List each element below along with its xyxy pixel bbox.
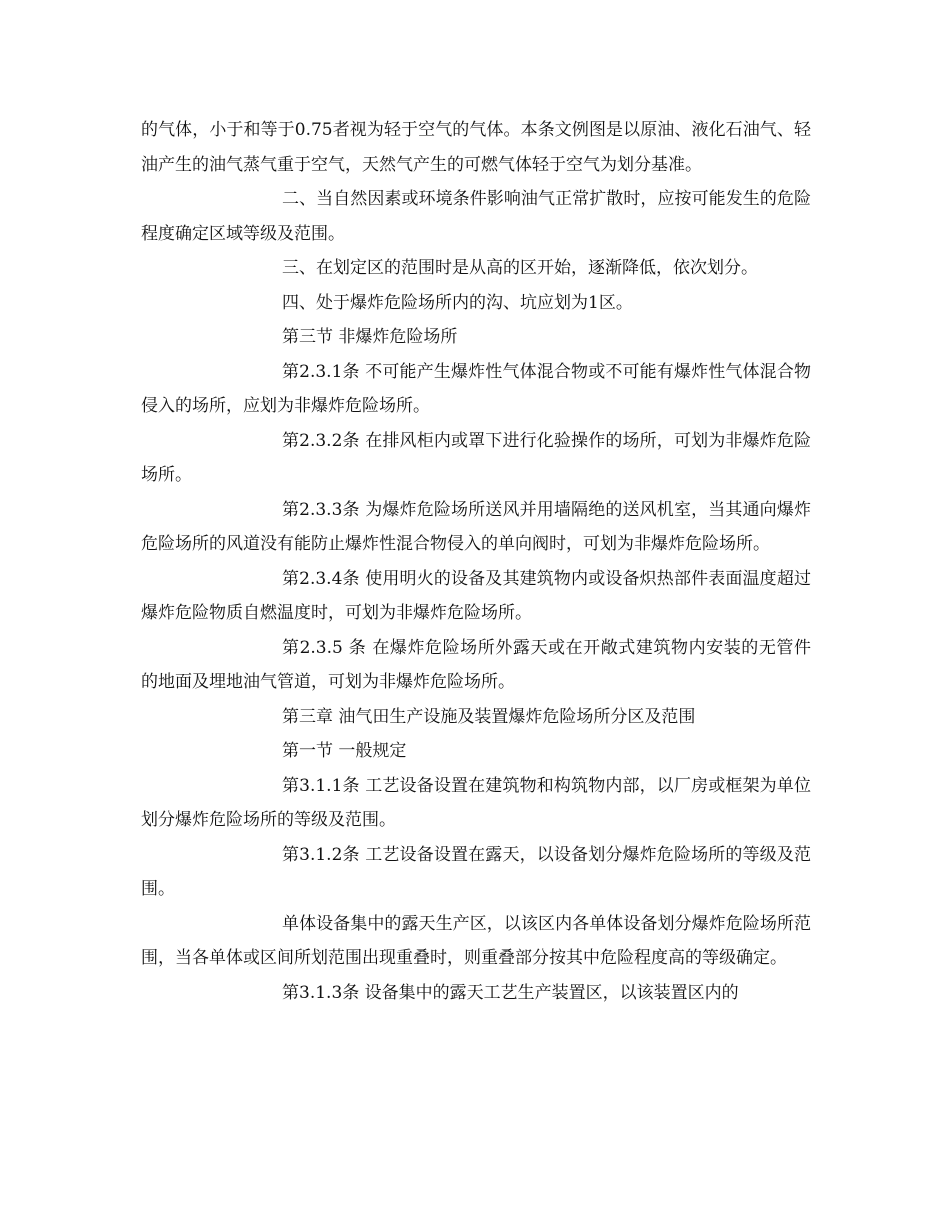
document-body	[141, 113, 811, 1010]
paragraph: 第2.3.4条 使用明火的设备及其建筑物内或设备炽热部件表面温度超过爆炸危险物质自燃温度时，可划为非爆炸危险场所。	[141, 568, 811, 623]
paragraph: 第2.3.5 条 在爆炸危险场所外露天或在开敞式建筑物内安装的无管件的地面及埋地油气管道，可划为非爆炸危险场所。	[141, 637, 811, 692]
paragraph: 四、处于爆炸危险场所内的沟、坑应划为1区。	[282, 292, 633, 313]
section-heading: 第一节 一般规定	[282, 741, 407, 761]
paragraph: 第3.1.2条 工艺设备设置在露天，以设备划分爆炸危险场所的等级及范围。	[141, 844, 811, 899]
paragraph: 的气体，小于和等于0.75者视为轻于空气的气体。本条文例图是以原油、液化石油气、轻油产生的油气蒸气重于空气，天然气产生的可燃气体轻于空气为划分基准。	[141, 120, 811, 175]
paragraph: 第3.1.3条 设备集中的露天工艺生产装置区，以该装置区内的	[282, 982, 739, 1003]
paragraph: 第2.3.1条 不可能产生爆炸性气体混合物或不可能有爆炸性气体混合物侵入的场所，应划为非爆炸危险场所。	[141, 361, 811, 416]
chapter-heading: 第三章 油气田生产设施及装置爆炸危险场所分区及范围	[282, 706, 696, 727]
paragraph: 三、在划定区的范围时是从高的区开始，逐渐降低，依次划分。	[282, 258, 758, 278]
paragraph: 第2.3.3条 为爆炸危险场所送风并用墙隔绝的送风机室，当其通向爆炸危险场所的风道没有能防止爆炸性混合物侵入的单向阀时，可划为非爆炸危险场所。	[141, 499, 811, 554]
paragraph: 单体设备集中的露天生产区，以该区内各单体设备划分爆炸危险场所范围，当各单体或区间所划范围出现重叠时，则重叠部分按其中危险程度高的等级确定。	[141, 913, 811, 968]
section-heading: 第三节 非爆炸危险场所	[282, 327, 458, 347]
paragraph: 第3.1.1条 工艺设备设置在建筑物和构筑物内部，以厂房或框架为单位划分爆炸危险场所的等级及范围。	[141, 775, 811, 830]
paragraph: 第2.3.2条 在排风柜内或罩下进行化验操作的场所，可划为非爆炸危险场所。	[141, 430, 811, 485]
paragraph: 二、当自然因素或环境条件影响油气正常扩散时，应按可能发生的危险程度确定区域等级及范围。	[141, 189, 811, 244]
